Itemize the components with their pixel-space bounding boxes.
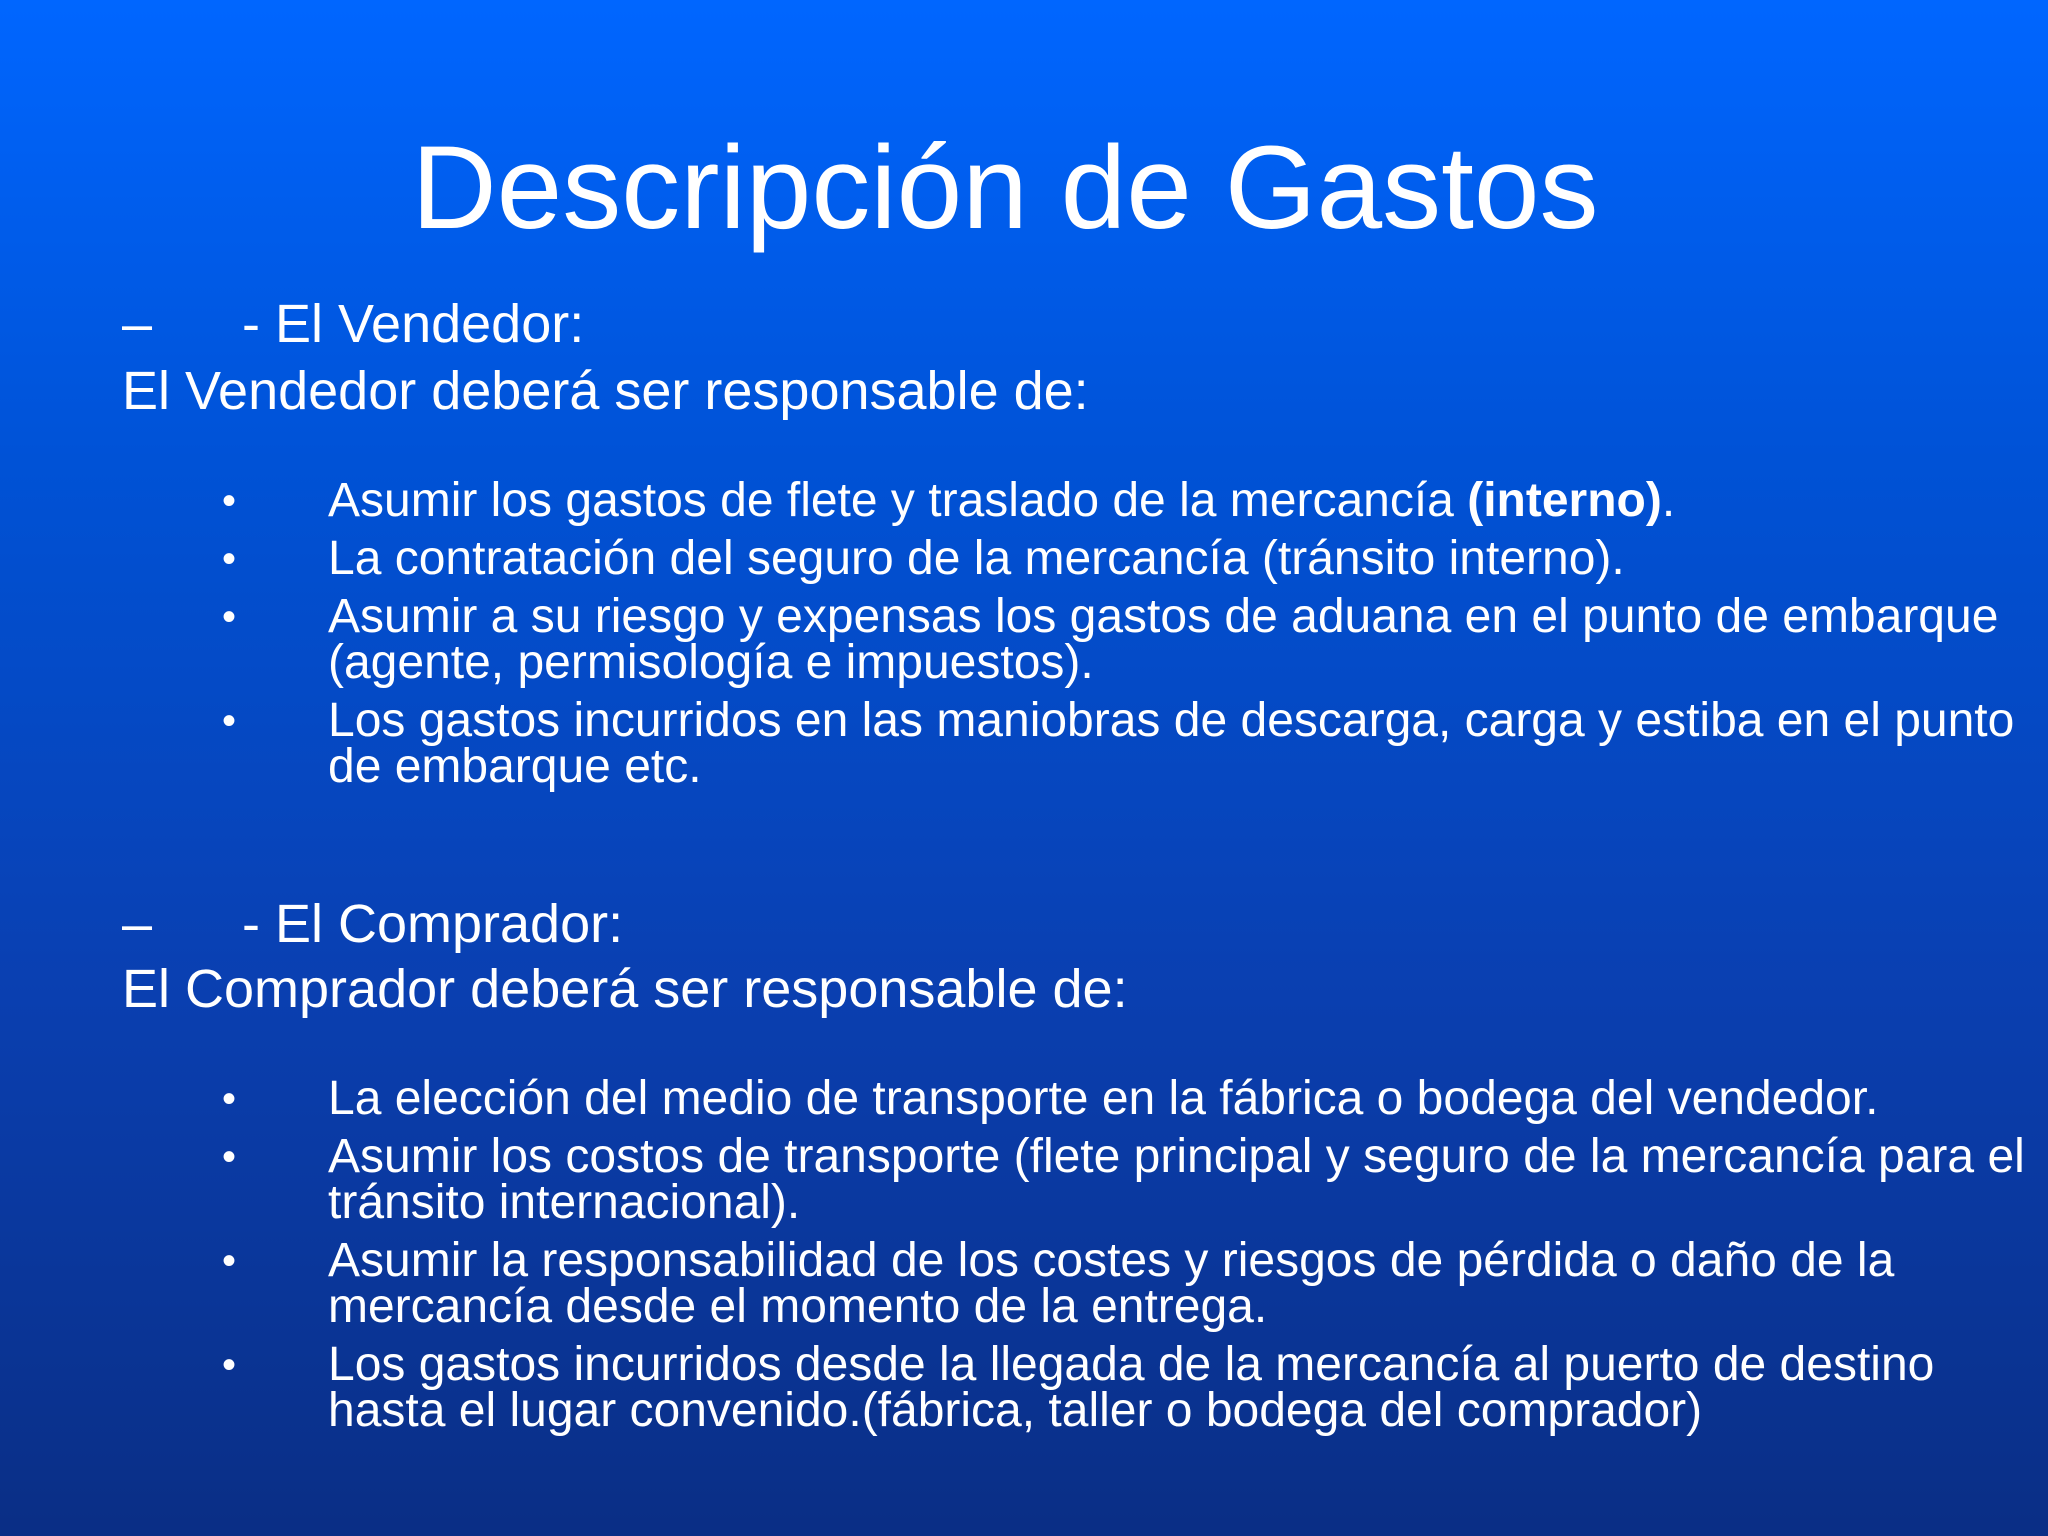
buyer-intro: El Comprador deberá ser responsable de: — [122, 959, 1128, 1019]
seller-bullet-list — [0, 474, 2028, 802]
buyer-bullet-list — [0, 1072, 2028, 1446]
bullet-icon: • — [222, 1077, 237, 1121]
list-item — [0, 694, 2028, 793]
list-item-text: Asumir a su riesgo y expensas los gastos de aduana en el punto de embarque (agente, permisología e impuestos). — [328, 590, 1999, 689]
list-item-text: Los gastos incurridos desde la llegada de la mercancía al puerto de destino hasta el lugar convenido.(fábrica, taller o bodega del comprador) — [328, 1338, 1935, 1437]
list-item — [0, 532, 2028, 585]
bullet-icon: • — [222, 1135, 237, 1179]
list-item — [0, 1234, 2028, 1333]
list-item-suffix: . — [1661, 474, 1676, 527]
list-item — [0, 590, 2028, 689]
seller-heading-text: - El Vendedor: — [242, 294, 585, 354]
list-item — [0, 1130, 2028, 1229]
bullet-icon: • — [222, 537, 237, 581]
list-item-text: Asumir los costos de transporte (flete principal y seguro de la mercancía para el tránsito internacional). — [328, 1130, 2025, 1229]
list-item-bold-text: (interno) — [1467, 474, 1662, 527]
buyer-heading-dash: – — [122, 894, 153, 954]
list-item-text: Asumir la responsabilidad de los costes y riesgos de pérdida o daño de la mercancía desde el momento de la entrega. — [328, 1234, 1895, 1333]
bullet-icon: • — [222, 1239, 237, 1283]
bullet-icon: • — [222, 699, 237, 743]
buyer-heading — [122, 893, 623, 955]
bullet-icon: • — [222, 595, 237, 639]
bullet-icon: • — [222, 479, 237, 523]
list-item — [0, 474, 2028, 527]
list-item-text: La contratación del seguro de la mercancía (tránsito interno). — [328, 532, 1625, 585]
slide-title: Descripción de Gastos — [411, 122, 1599, 254]
list-item-text: Los gastos incurridos en las maniobras de descarga, carga y estiba en el punto de embarque etc. — [328, 694, 2015, 793]
list-item — [0, 1072, 2028, 1125]
list-item-text: La elección del medio de transporte en la fábrica o bodega del vendedor. — [328, 1072, 1879, 1125]
seller-heading-dash: – — [122, 294, 153, 354]
list-item-text: Asumir los gastos de flete y traslado de la mercancía — [328, 474, 1468, 527]
seller-heading — [122, 293, 584, 355]
list-item — [0, 1338, 2028, 1437]
seller-intro: El Vendedor deberá ser responsable de: — [122, 361, 1089, 421]
buyer-heading-text: - El Comprador: — [242, 894, 624, 954]
bullet-icon: • — [222, 1343, 237, 1387]
